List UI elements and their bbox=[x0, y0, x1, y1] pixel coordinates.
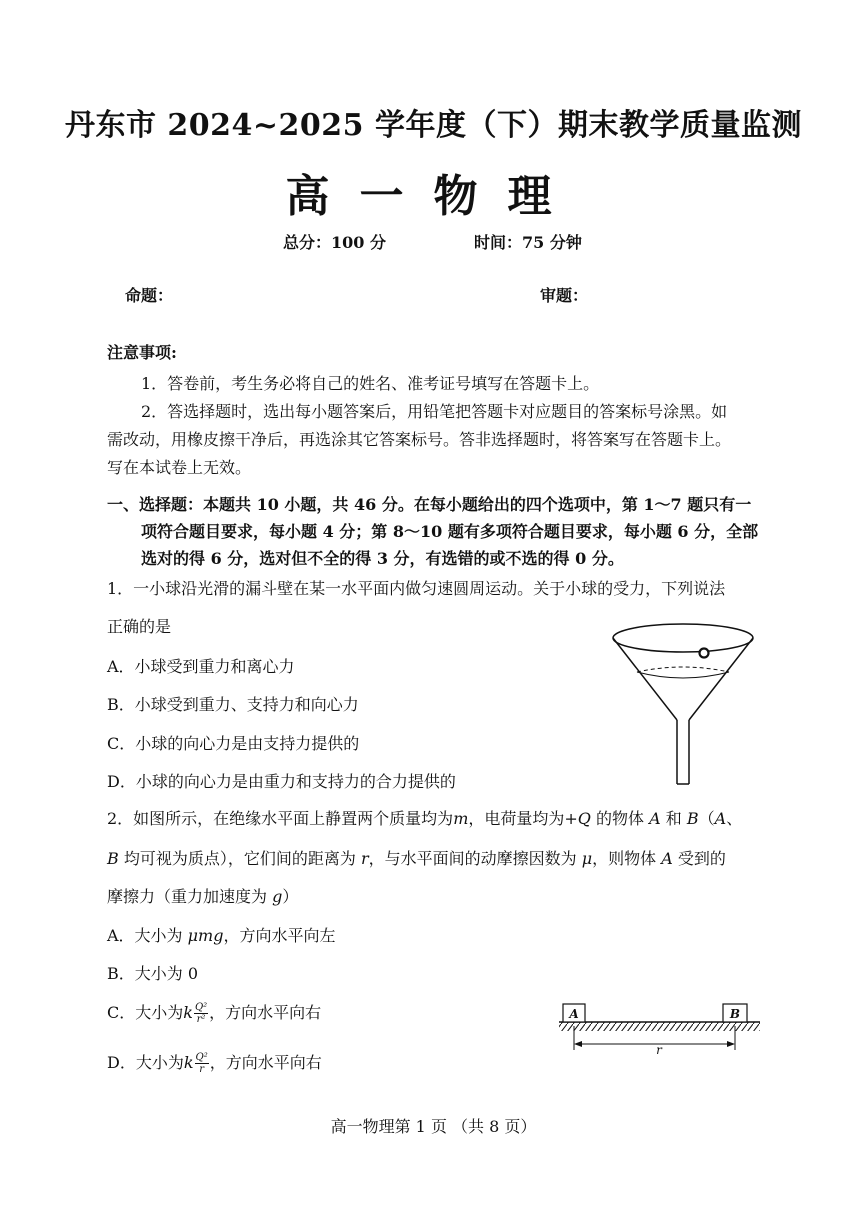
notice-item-2-line3: 写在本试卷上无效。 bbox=[107, 458, 252, 477]
fraction-q2-r: $\frac{\text{Q²}}{r}$ bbox=[195, 1052, 208, 1075]
fraction-q2-r2: $\frac{\text{Q²}}{\text{r²}}$ bbox=[194, 1002, 208, 1025]
q1-option-d: D．小球的向心力是由重力和支持力的合力提供的 bbox=[107, 772, 456, 791]
block-a-label: A bbox=[569, 1007, 579, 1021]
block-b-label: B bbox=[729, 1007, 741, 1021]
exam-title: 丹东市 2024~2025 学年度（下）期末教学质量监测 bbox=[64, 108, 803, 143]
q2-stem-line2: B 均可视为质点），它们间的距离为 r，与水平面间的动摩擦因数为 μ，则物体 A 受到的 bbox=[107, 849, 726, 868]
section-1-line1: 一、选择题：本题共 10 小题，共 46 分。在每小题给出的四个选项中，第 1～7 题只有一 bbox=[107, 495, 752, 514]
total-score: 总分：100 分 bbox=[283, 233, 386, 252]
section-1-line3: 选对的得 6 分，选对但不全的得 3 分，有选错的或不选的得 0 分。 bbox=[141, 549, 624, 568]
q2-option-b: B．大小为 0 bbox=[107, 964, 199, 983]
ball-icon bbox=[700, 649, 709, 658]
reviewer-label: 审题： bbox=[540, 286, 589, 305]
q1-option-c: C．小球的向心力是由支持力提供的 bbox=[107, 734, 360, 753]
notice-heading: 注意事项: bbox=[107, 343, 177, 362]
blocks-figure bbox=[555, 1000, 765, 1058]
q1-stem-line2: 正确的是 bbox=[107, 617, 172, 636]
notice-item-2-line2: 需改动，用橡皮擦干净后，再选涂其它答案标号。答非选择题时，将答案写在答题卡上。 bbox=[107, 430, 732, 449]
q1-option-a: A．小球受到重力和离心力 bbox=[107, 657, 295, 676]
distance-label: r bbox=[656, 1043, 662, 1057]
q2-option-a: A．大小为 μmg，方向水平向左 bbox=[107, 926, 336, 945]
exam-time: 时间：75 分钟 bbox=[474, 233, 582, 252]
funnel-figure bbox=[610, 622, 760, 790]
section-1-line2: 项符合题目要求，每小题 4 分；第 8～10 题有多项符合题目要求，每小题 6 分，全部 bbox=[141, 522, 759, 541]
page-footer: 高一物理第 1 页 （共 8 页） bbox=[330, 1117, 537, 1136]
q2-stem-line3: 摩擦力（重力加速度为 g） bbox=[107, 887, 299, 906]
notice-item-1: 1．答卷前，考生务必将自己的姓名、准考证号填写在答题卡上。 bbox=[141, 374, 600, 393]
setter-label: 命题： bbox=[125, 286, 174, 305]
q2-stem-line1: 2．如图所示，在绝缘水平面上静置两个质量均为m，电荷量均为+Q 的物体 A 和 B（A、 bbox=[107, 809, 743, 828]
q1-option-b: B．小球受到重力、支持力和向心力 bbox=[107, 695, 359, 714]
q2-option-d: D．大小为k $\frac{\text{Q²}}{r}$ ，方向水平向右 bbox=[107, 1052, 322, 1075]
notice-item-2-line1: 2．答选择题时，选出每小题答案后，用铅笔把答题卡对应题目的答案标号涂黑。如 bbox=[141, 402, 728, 421]
q2-option-c: C．大小为k $\frac{\text{Q²}}{\text{r²}}$ ，方向水平向右 bbox=[107, 1002, 322, 1025]
q1-stem-line1: 1．一小球沿光滑的漏斗壁在某一水平面内做匀速圆周运动。关于小球的受力，下列说法 bbox=[107, 579, 726, 598]
subject-title: 高一物理 bbox=[285, 171, 582, 222]
